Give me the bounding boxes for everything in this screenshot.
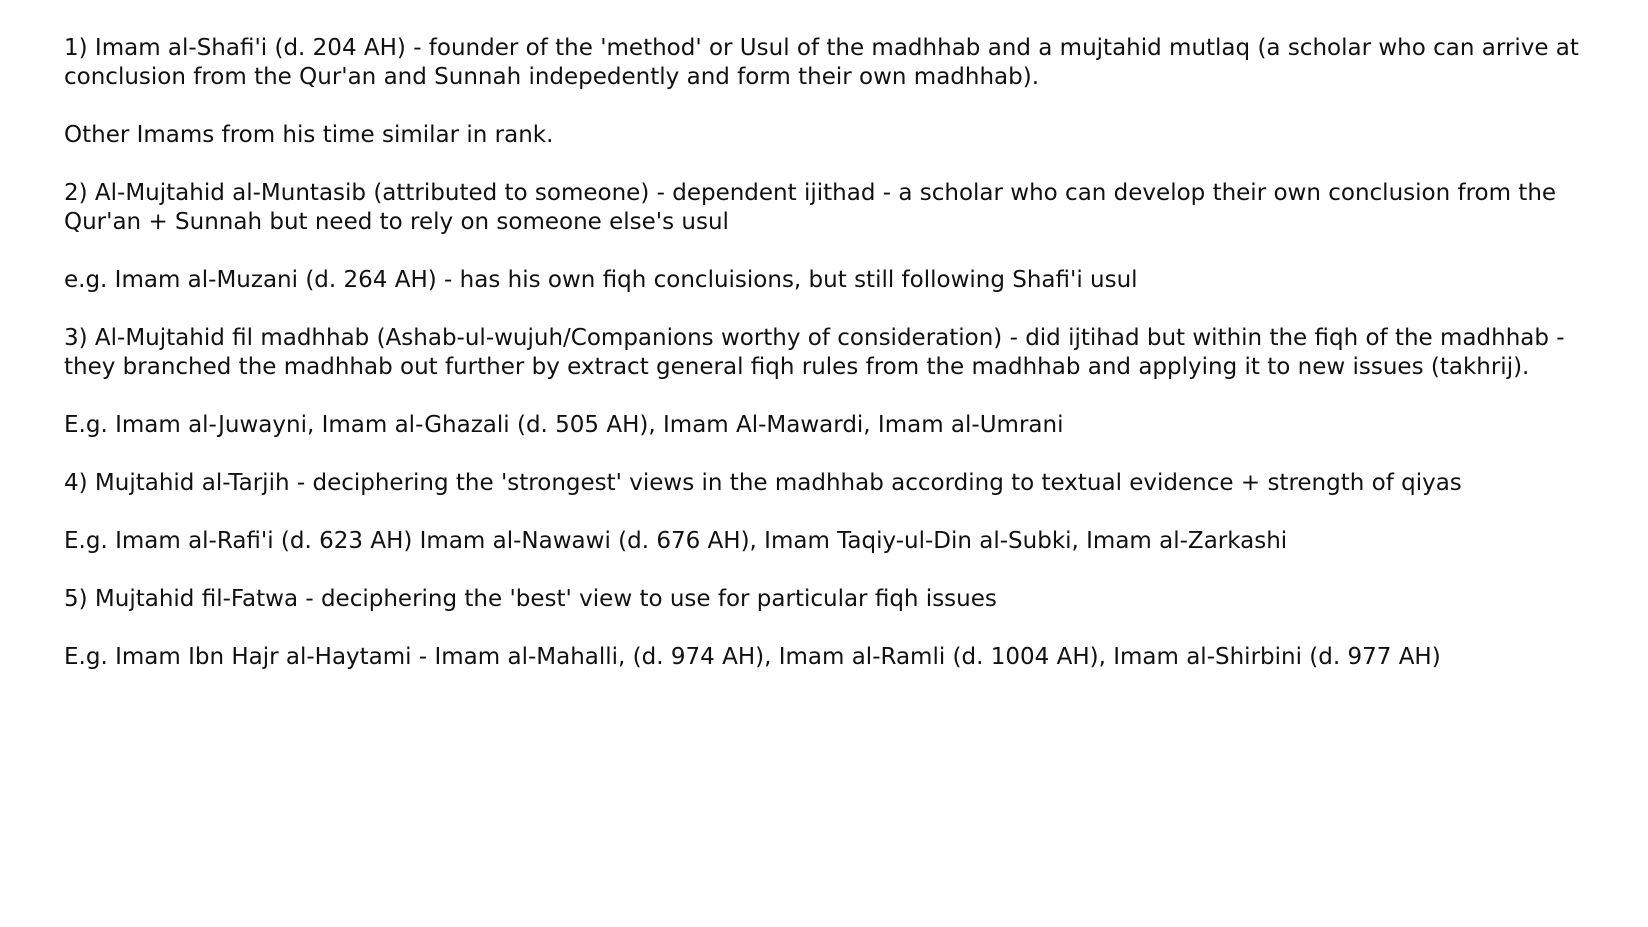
paragraph-rank-3: 3) Al-Mujtahid fil madhhab (Ashab-ul-wujuh/Companions worthy of consideration) - did ijtihad but within the fiqh of the madhhab - they branched the madhhab out further by extract general fiqh rules from the madhhab and applying it to new issues (takhrij). (64, 325, 1565, 380)
paragraph-rank-5: 5) Mujtahid fil-Fatwa - deciphering the 'best' view to use for particular fiqh issues (64, 586, 997, 612)
paragraph-rank-2-example: e.g. Imam al-Muzani (d. 264 AH) - has his own fiqh concluisions, but still following Shafi'i usul (64, 267, 1138, 293)
paragraph-rank-4: 4) Mujtahid al-Tarjih - deciphering the 'strongest' views in the madhhab according to textual evidence + strength of qiyas (64, 470, 1462, 496)
paragraph-rank-2: 2) Al-Mujtahid al-Muntasib (attributed to someone) - dependent ijithad - a scholar who can develop their own conclusion from the Qur'an + Sunnah but need to rely on someone else's usul (64, 180, 1557, 235)
paragraph-rank-3-example: E.g. Imam al-Juwayni, Imam al-Ghazali (d. 505 AH), Imam Al-Mawardi, Imam al-Umrani (64, 412, 1064, 438)
paragraph-rank-5-example: E.g. Imam Ibn Hajr al-Haytami - Imam al-Mahalli, (d. 974 AH), Imam al-Ramli (d. 1004 AH), Imam al-Shirbini (d. 977 AH) (64, 644, 1441, 670)
paragraph-rank-1: 1) Imam al-Shafi'i (d. 204 AH) - founder of the 'method' or Usul of the madhhab and a mujtahid mutlaq (a scholar who can arrive at conclusion from the Qur'an and Sunnah indepedently and form their own madhhab). (64, 35, 1579, 90)
document-body (64, 34, 1584, 701)
paragraph-rank-1-note: Other Imams from his time similar in rank. (64, 122, 554, 148)
paragraph-rank-4-example: E.g. Imam al-Rafi'i (d. 623 AH) Imam al-Nawawi (d. 676 AH), Imam Taqiy-ul-Din al-Subki, Imam al-Zarkashi (64, 528, 1288, 554)
